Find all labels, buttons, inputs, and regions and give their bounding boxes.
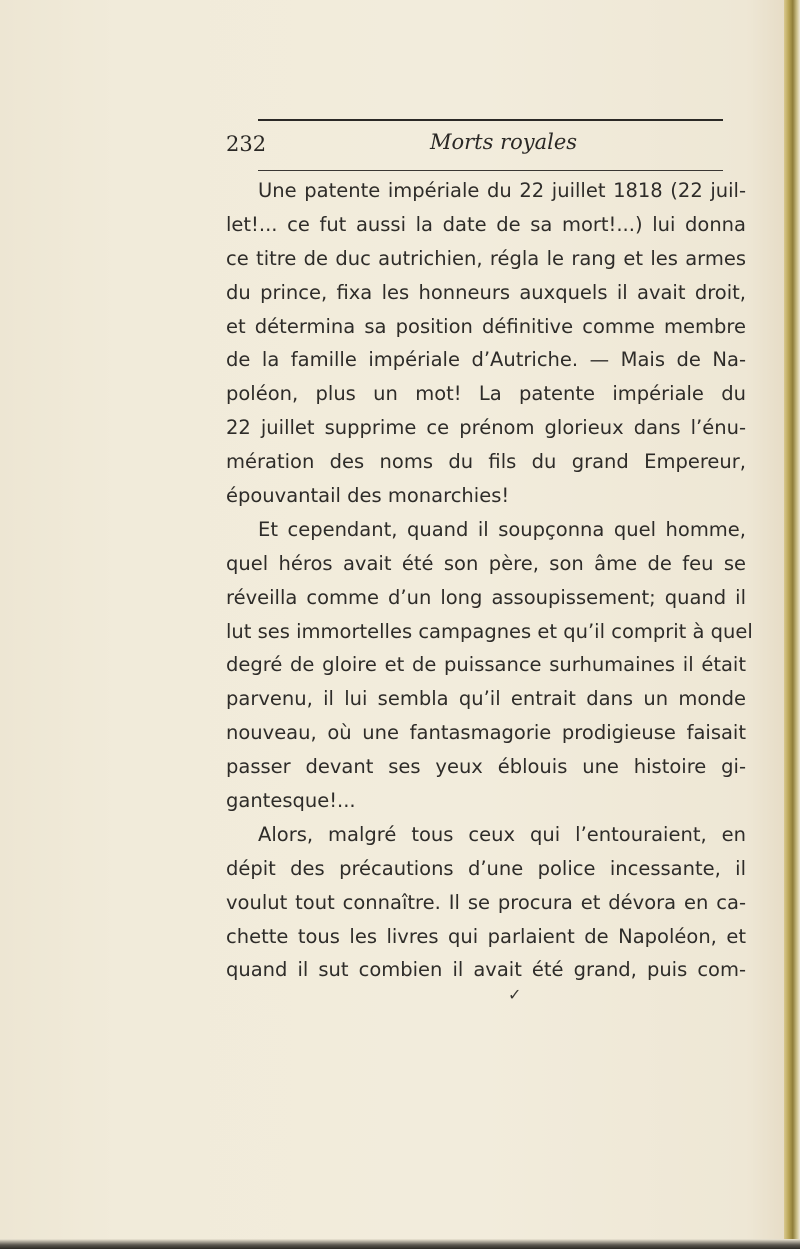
text-line: poléon, plus un mot! La patente impériale du [226, 382, 746, 406]
text-line: degré de gloire et de puissance surhumaines il était [226, 653, 746, 677]
text-line: du prince, fixa les honneurs auxquels il avait droit, [226, 280, 746, 304]
text-line: Alors, malgré tous ceux qui l’entouraient, en [258, 822, 746, 846]
text-line: ce titre de duc autrichien, régla le rang et les armes [226, 246, 746, 270]
text-line: dépit des précautions d’une police incessante, il [226, 856, 746, 880]
text-line: voulut tout connaître. Il se procura et dévora en ca- [226, 890, 746, 914]
text-line: quand il sut combien il avait été grand, puis com- [226, 958, 746, 982]
text-line: mération des noms du fils du grand Empereur, [226, 450, 746, 474]
text-line: et détermina sa position définitive comme membre [226, 314, 746, 338]
page-right-edge [784, 0, 800, 1249]
running-title: Morts royales [430, 130, 578, 154]
top-rule [258, 119, 723, 121]
text-line: épouvantail des monarchies! [226, 484, 510, 508]
text-line: quel héros avait été son père, son âme de feu se [226, 551, 746, 575]
text-line: parvenu, il lui sembla qu’il entrait dans un monde [226, 687, 746, 711]
body-text [226, 174, 753, 987]
page-bottom-edge [0, 1239, 800, 1249]
text-line: réveilla comme d’un long assoupissement; quand il [226, 585, 746, 609]
signature-mark: ✓ [508, 985, 522, 1004]
text-line: let!... ce fut aussi la date de sa mort!...) lui donna [226, 212, 746, 236]
text-line: chette tous les livres qui parlaient de Napoléon, et [226, 924, 746, 948]
text-line: passer devant ses yeux éblouis une histoire gi- [226, 755, 746, 779]
text-line: 22 juillet supprime ce prénom glorieux dans l’énu- [226, 416, 746, 440]
page-number: 232 [226, 132, 267, 156]
text-line: lut ses immortelles campagnes et qu’il comprit à quel [226, 619, 753, 643]
header-rule [258, 170, 723, 171]
text-line: de la famille impériale d’Autriche. — Mais de Na- [226, 348, 746, 372]
text-line: gantesque!... [226, 789, 356, 813]
text-line: nouveau, où une fantasmagorie prodigieuse faisait [226, 721, 746, 745]
text-line: Une patente impériale du 22 juillet 1818 (22 juil- [258, 179, 746, 202]
text-line: Et cependant, quand il soupçonna quel homme, [258, 517, 746, 541]
